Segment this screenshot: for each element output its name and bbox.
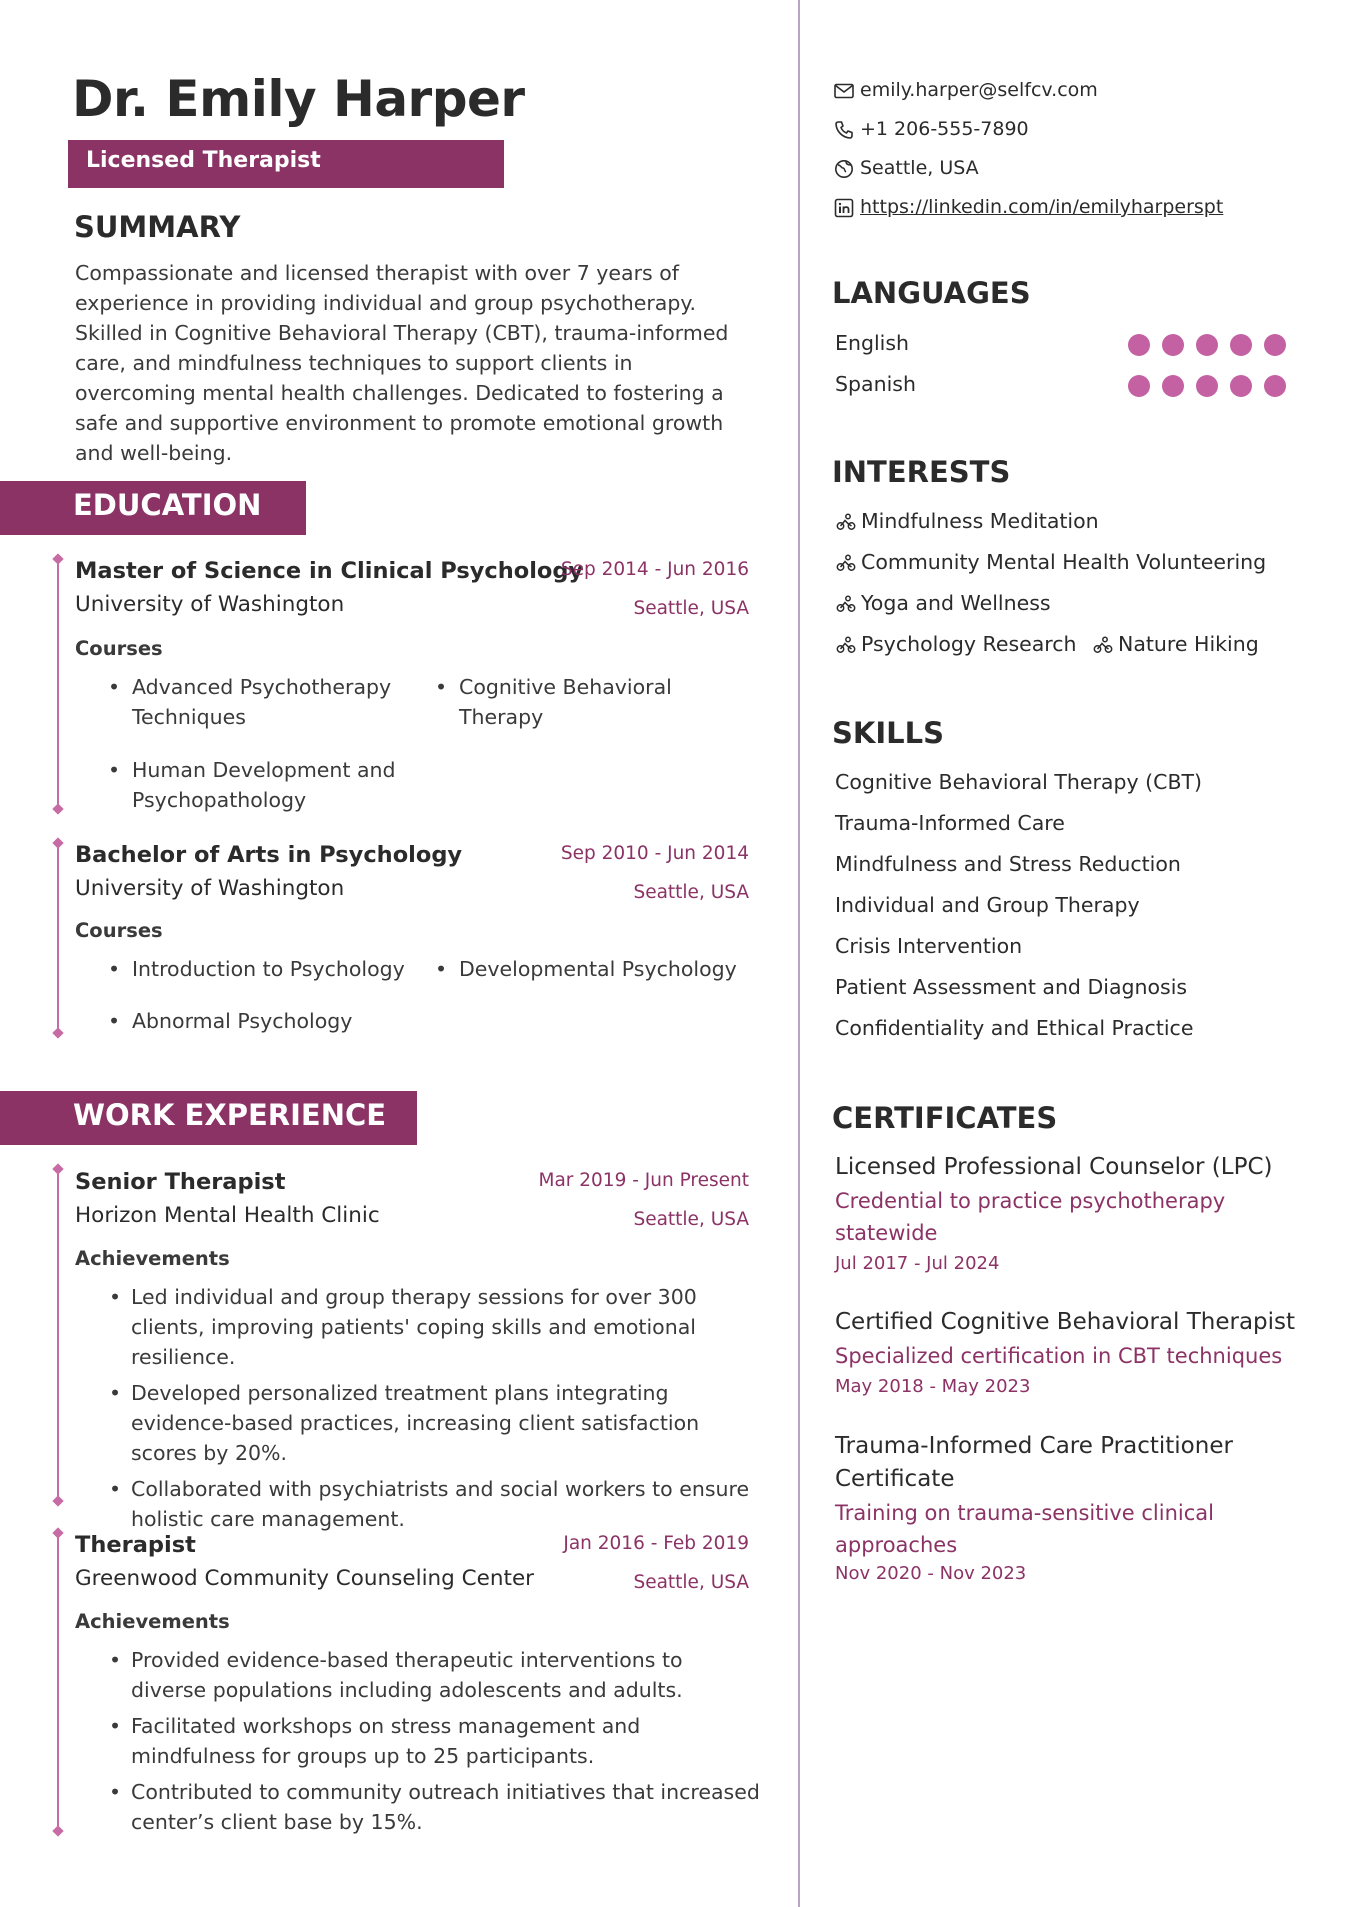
location-text: Seattle, USA bbox=[860, 157, 979, 179]
course-item: • Abnormal Psychology bbox=[132, 1006, 417, 1036]
job-dates: Mar 2019 - Jun Present bbox=[538, 1170, 749, 1191]
achievement-item: • Facilitated workshops on stress management and mindfulness for groups up to 25 participants. bbox=[131, 1711, 761, 1771]
skill-item: Patient Assessment and Diagnosis bbox=[835, 975, 1188, 999]
skills-heading: SKILLS bbox=[832, 716, 944, 750]
achievement-item: • Collaborated with psychiatrists and social workers to ensure holistic care management. bbox=[131, 1474, 761, 1534]
language-level bbox=[1128, 334, 1286, 356]
interest-label: Nature Hiking bbox=[1118, 632, 1259, 656]
contact-phone[interactable] bbox=[834, 118, 1029, 140]
certificate-description: Training on trauma-sensitive clinical approaches bbox=[835, 1501, 1214, 1557]
skill-item: Cognitive Behavioral Therapy (CBT) bbox=[835, 770, 1203, 794]
interest-item bbox=[836, 509, 1099, 533]
level-dot bbox=[1196, 375, 1218, 397]
interest-label: Psychology Research bbox=[861, 632, 1077, 656]
course-item: • Introduction to Psychology bbox=[132, 954, 417, 984]
interest-icon bbox=[836, 513, 858, 531]
school-name: University of Washington bbox=[75, 592, 345, 617]
level-dot bbox=[1264, 375, 1286, 397]
job-title: Senior Therapist bbox=[75, 1169, 286, 1195]
achievement-item: • Led individual and group therapy sessions for over 300 clients, improving patients' coping skills and emotional resilience. bbox=[131, 1282, 761, 1372]
job-location: Seattle, USA bbox=[633, 1572, 749, 1593]
certificate-dates: May 2018 - May 2023 bbox=[835, 1376, 1031, 1397]
candidate-name: Dr. Emily Harper bbox=[72, 70, 525, 128]
timeline-line bbox=[57, 1168, 59, 1502]
skill-item: Individual and Group Therapy bbox=[835, 893, 1140, 917]
education-dates: Sep 2014 - Jun 2016 bbox=[560, 559, 749, 580]
interest-item bbox=[836, 632, 1077, 656]
interest-icon bbox=[836, 595, 858, 613]
language-name: Spanish bbox=[835, 372, 916, 396]
achievement-item: • Developed personalized treatment plans integrating evidence-based practices, increasing client satisfaction scores by 20%. bbox=[131, 1378, 761, 1468]
interest-icon bbox=[836, 554, 858, 572]
interest-label: Community Mental Health Volunteering bbox=[861, 550, 1267, 574]
course-item: • Advanced Psychotherapy Techniques bbox=[132, 672, 417, 732]
phone-icon bbox=[834, 120, 856, 140]
level-dot bbox=[1196, 334, 1218, 356]
certificate-dates: Jul 2017 - Jul 2024 bbox=[835, 1253, 1000, 1274]
education-location: Seattle, USA bbox=[633, 598, 749, 619]
education-heading: EDUCATION bbox=[73, 488, 262, 522]
language-level bbox=[1128, 375, 1286, 397]
certificate-name: Licensed Professional Counselor (LPC) bbox=[835, 1154, 1273, 1180]
skill-item: Crisis Intervention bbox=[835, 934, 1023, 958]
interest-item bbox=[836, 550, 1266, 574]
mail-icon bbox=[834, 83, 856, 99]
education-dates: Sep 2010 - Jun 2014 bbox=[560, 843, 749, 864]
summary-heading: SUMMARY bbox=[74, 210, 241, 244]
email-text: emily.harper@selfcv.com bbox=[860, 79, 1098, 101]
certificate-name: Trauma-Informed Care Practitioner Certificate bbox=[835, 1433, 1233, 1492]
contact-linkedin[interactable] bbox=[834, 196, 1223, 218]
linkedin-icon bbox=[834, 198, 856, 218]
linkedin-link[interactable]: https://linkedin.com/in/emilyharperspt bbox=[860, 196, 1224, 218]
interests-heading: INTERESTS bbox=[832, 455, 1011, 489]
contact-email[interactable] bbox=[834, 79, 1098, 101]
level-dot bbox=[1162, 375, 1184, 397]
education-location: Seattle, USA bbox=[633, 882, 749, 903]
skill-item: Confidentiality and Ethical Practice bbox=[835, 1016, 1194, 1040]
phone-text: +1 206-555-7890 bbox=[860, 118, 1029, 140]
achievements-list bbox=[131, 1645, 761, 1843]
level-dot bbox=[1128, 375, 1150, 397]
timeline-line bbox=[57, 1532, 59, 1832]
course-item: • Cognitive Behavioral Therapy bbox=[459, 672, 744, 732]
languages-heading: LANGUAGES bbox=[832, 276, 1031, 310]
certificates-heading: CERTIFICATES bbox=[832, 1101, 1058, 1135]
interest-label: Mindfulness Meditation bbox=[861, 509, 1099, 533]
school-name: University of Washington bbox=[75, 876, 345, 901]
company-name: Horizon Mental Health Clinic bbox=[75, 1203, 380, 1228]
work-heading: WORK EXPERIENCE bbox=[73, 1098, 387, 1132]
interest-label: Yoga and Wellness bbox=[861, 591, 1051, 615]
timeline-line bbox=[57, 842, 59, 1034]
interest-icon bbox=[836, 636, 858, 654]
level-dot bbox=[1128, 334, 1150, 356]
certificate-name: Certified Cognitive Behavioral Therapist bbox=[835, 1309, 1296, 1335]
language-name: English bbox=[835, 331, 910, 355]
level-dot bbox=[1230, 334, 1252, 356]
degree-title: Master of Science in Clinical Psychology bbox=[75, 558, 584, 584]
degree-title: Bachelor of Arts in Psychology bbox=[75, 842, 463, 868]
certificate-description: Specialized certification in CBT techniques bbox=[835, 1344, 1283, 1368]
interest-item bbox=[1093, 632, 1259, 656]
achievement-item: • Contributed to community outreach initiatives that increased center’s client base by 15%. bbox=[131, 1777, 761, 1837]
column-divider bbox=[798, 0, 800, 1907]
job-dates: Jan 2016 - Feb 2019 bbox=[563, 1533, 749, 1554]
course-item: • Human Development and Psychopathology bbox=[132, 755, 417, 815]
company-name: Greenwood Community Counseling Center bbox=[75, 1566, 535, 1591]
courses-label: Courses bbox=[75, 919, 163, 942]
skill-item: Mindfulness and Stress Reduction bbox=[835, 852, 1181, 876]
job-title: Therapist bbox=[75, 1532, 196, 1558]
certificate-description: Credential to practice psychotherapy statewide bbox=[835, 1189, 1226, 1245]
interest-item bbox=[836, 591, 1051, 615]
job-location: Seattle, USA bbox=[633, 1209, 749, 1230]
course-item: • Developmental Psychology bbox=[459, 954, 744, 984]
timeline-line bbox=[57, 558, 59, 810]
achievements-label: Achievements bbox=[75, 1610, 230, 1633]
level-dot bbox=[1264, 334, 1286, 356]
achievements-list bbox=[131, 1282, 761, 1540]
level-dot bbox=[1162, 334, 1184, 356]
achievements-label: Achievements bbox=[75, 1247, 230, 1270]
achievement-item: • Provided evidence-based therapeutic interventions to diverse populations including adolescents and adults. bbox=[131, 1645, 761, 1705]
skill-item: Trauma-Informed Care bbox=[835, 811, 1065, 835]
globe-icon bbox=[834, 159, 856, 179]
certificate-dates: Nov 2020 - Nov 2023 bbox=[835, 1563, 1027, 1584]
courses-label: Courses bbox=[75, 637, 163, 660]
candidate-role: Licensed Therapist bbox=[86, 148, 321, 173]
level-dot bbox=[1230, 375, 1252, 397]
contact-location bbox=[834, 157, 979, 179]
summary-text: Compassionate and licensed therapist with over 7 years of experience in providing individual and group psychotherapy. Skilled in Cognitive Behavioral Therapy (CBT), trauma-informed care, and mindfulness techniques to support clients in overcoming mental health challenges. Dedicated to fostering a safe and supportive environment to promote emotional growth and well-being. bbox=[75, 261, 729, 465]
interest-icon bbox=[1093, 636, 1115, 654]
